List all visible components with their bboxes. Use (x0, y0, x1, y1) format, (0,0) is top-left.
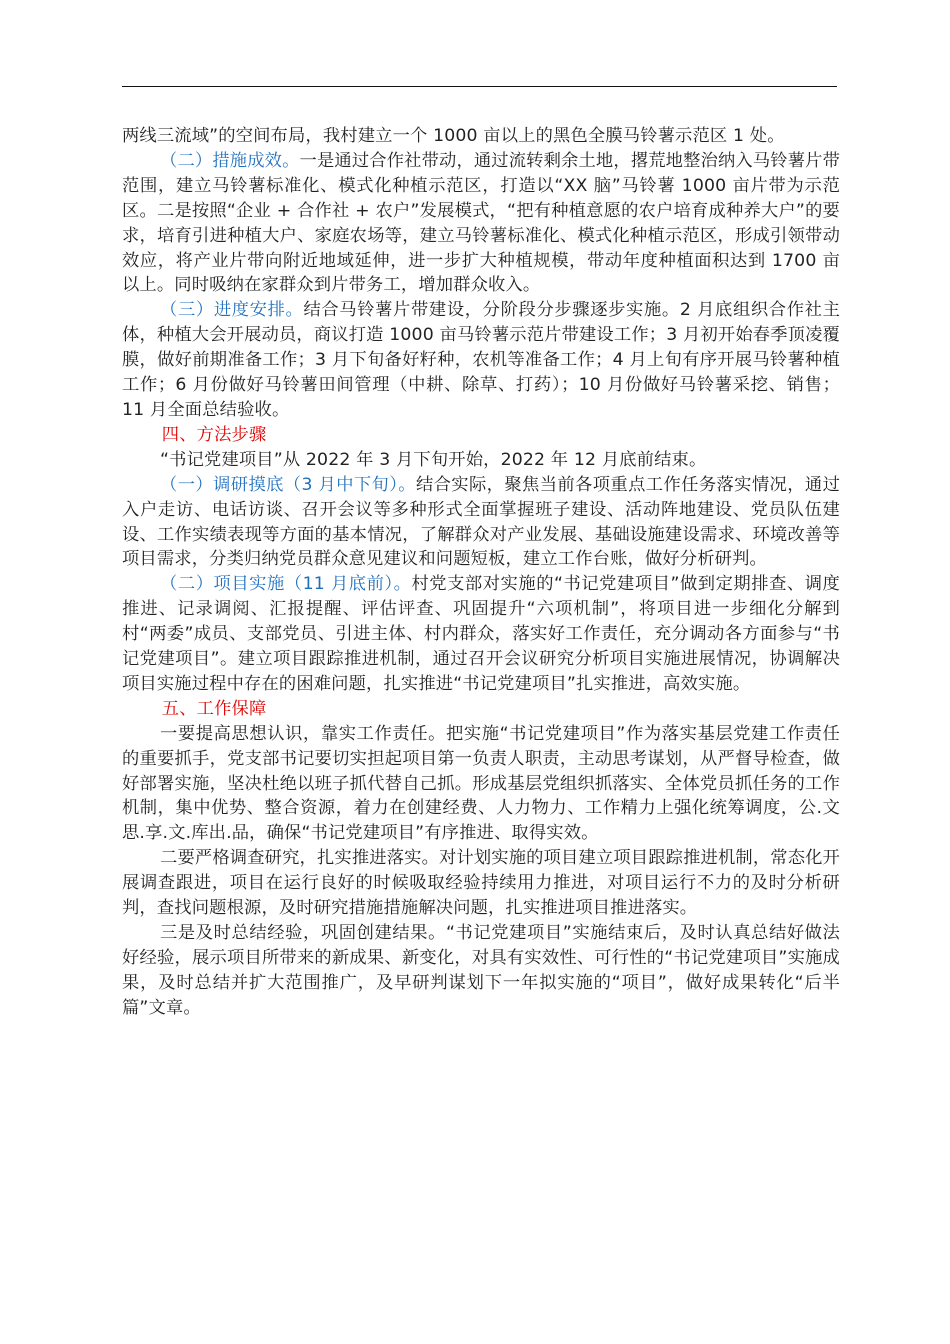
implement-paragraph (122, 572, 840, 697)
document-body (122, 124, 840, 1021)
research-paragraph (122, 473, 840, 573)
guarantee-paragraph-2 (122, 846, 840, 921)
guarantee-paragraph-1 (122, 722, 840, 847)
schedule-text: 结合马铃薯片带建设，分阶段分步骤逐步实施。2 月底组织合作社主体，种植大会开展动员，商议打造 1000 亩马铃薯示范片带建设工作；3 月初开始春季顶凌覆膜，做好前期准备工作；3 月下旬备好籽种，农机等准备工作；4 月上旬有序开展马铃薯种植工作；6 月份做好马铃薯田间管理（中耕、除草、打药）；10 月份做好马铃薯采挖、销售；11 月全面总结验收。 (122, 300, 841, 420)
measures-text: 一是通过合作社带动，通过流转剩余土地，撂荒地整治纳入马铃薯片带范围，建立马铃薯标准化、模式化种植示范区，打造以“XX 脑”马铃薯 1000 亩片带为示范区。二是按照“企业 + 合作社 + 农户”发展模式，“把有种植意愿的农户培育成种养大户”的要求，培育引进种植大户、家庭农场等，建立马铃薯标准化、模式化种植示范区，形成引领带动效应，将产业片带向附近地域延伸，进一步扩大种植规模，带动年度种植面积达到 1700 亩以上。同时吸纳在家群众到片带务工，增加群众收入。 (122, 150, 840, 296)
methods-intro-text: “书记党建项目”从 2022 年 3 月下旬开始，2022 年 12 月底前结束。 (160, 449, 707, 470)
guarantee-text-2: 二要严格调查研究，扎实推进落实。对计划实施的项目建立项目跟踪推进机制，常态化开展调查跟进，项目在运行良好的时候吸取经验持续用力推进，对项目运行不力的及时分析研判，查找问题根源，及时研究措施措施解决问题，扎实推进项目推进落实。 (122, 848, 840, 919)
continuation-paragraph (122, 124, 840, 149)
research-subheading: （一）调研摸底（3 月中下旬）。 (160, 474, 416, 495)
measures-paragraph (122, 149, 840, 298)
header-rule (122, 86, 837, 87)
implement-subheading: （二）项目实施（11 月底前）。 (160, 574, 412, 595)
implement-text: 村党支部对实施的“书记党建项目”做到定期排查、调度推进、记录调阅、汇报提醒、评估评查、巩固提升“六项机制”，将项目进一步细化分解到村“两委”成员、支部党员、引进主体、村内群众，落实好工作责任，充分调动各方面参与“书记党建项目”。建立项目跟踪推进机制，通过召开会议研究分析项目实施进展情况，协调解决项目实施过程中存在的困难问题，扎实推进“书记党建项目”扎实推进，高效实施。 (122, 574, 840, 694)
methods-intro-paragraph (122, 448, 840, 473)
guarantee-text-1: 一要提高思想认识，靠实工作责任。把实施“书记党建项目”作为落实基层党建工作责任的重要抓手，党支部书记要切实担起项目第一负责人职责，主动思考谋划，从严督导检查，做好部署实施，坚决杜绝以班子抓代替自己抓。形成基层党组织抓落实、全体党员抓任务的工作机制，集中优势、整合资源，着力在创建经费、人力物力、工作精力上强化统筹调度，公.文思.享.文.库出.品，确保“书记党建项目”有序推进、取得实效。 (122, 723, 840, 844)
schedule-subheading: （三）进度安排。 (160, 300, 304, 321)
research-text: 结合实际，聚焦当前各项重点工作任务落实情况，通过入户走访、电话访谈、召开会议等多种形式全面掌握班子建设、活动阵地建设、党员队伍建设、工作实绩表现等方面的基本情况，了解群众对产业发展、基础设施建设需求、环境改善等项目需求，分类归纳党员群众意见建议和问题短板，建立工作台账，做好分析研判。 (122, 474, 840, 570)
schedule-paragraph (122, 298, 840, 423)
methods-heading: 四、方法步骤 (161, 424, 267, 445)
measures-subheading: （二）措施成效。 (160, 150, 300, 171)
continuation-text: 两线三流域”的空间布局，我村建立一个 1000 亩以上的黑色全膜马铃薯示范区 1 处。 (122, 126, 785, 146)
guarantee-heading: 五、工作保障 (161, 698, 267, 719)
guarantee-paragraph-3 (122, 921, 840, 1021)
guarantee-text-3: 三是及时总结经验，巩固创建结果。“书记党建项目”实施结束后，及时认真总结好做法好经验，展示项目所带来的新成果、新变化，对具有实效性、可行性的“书记党建项目”实施成果，及时总结并扩大范围推广，及早研判谋划下一年拟实施的“项目”，做好成果转化“后半篇”文章。 (122, 923, 840, 1018)
